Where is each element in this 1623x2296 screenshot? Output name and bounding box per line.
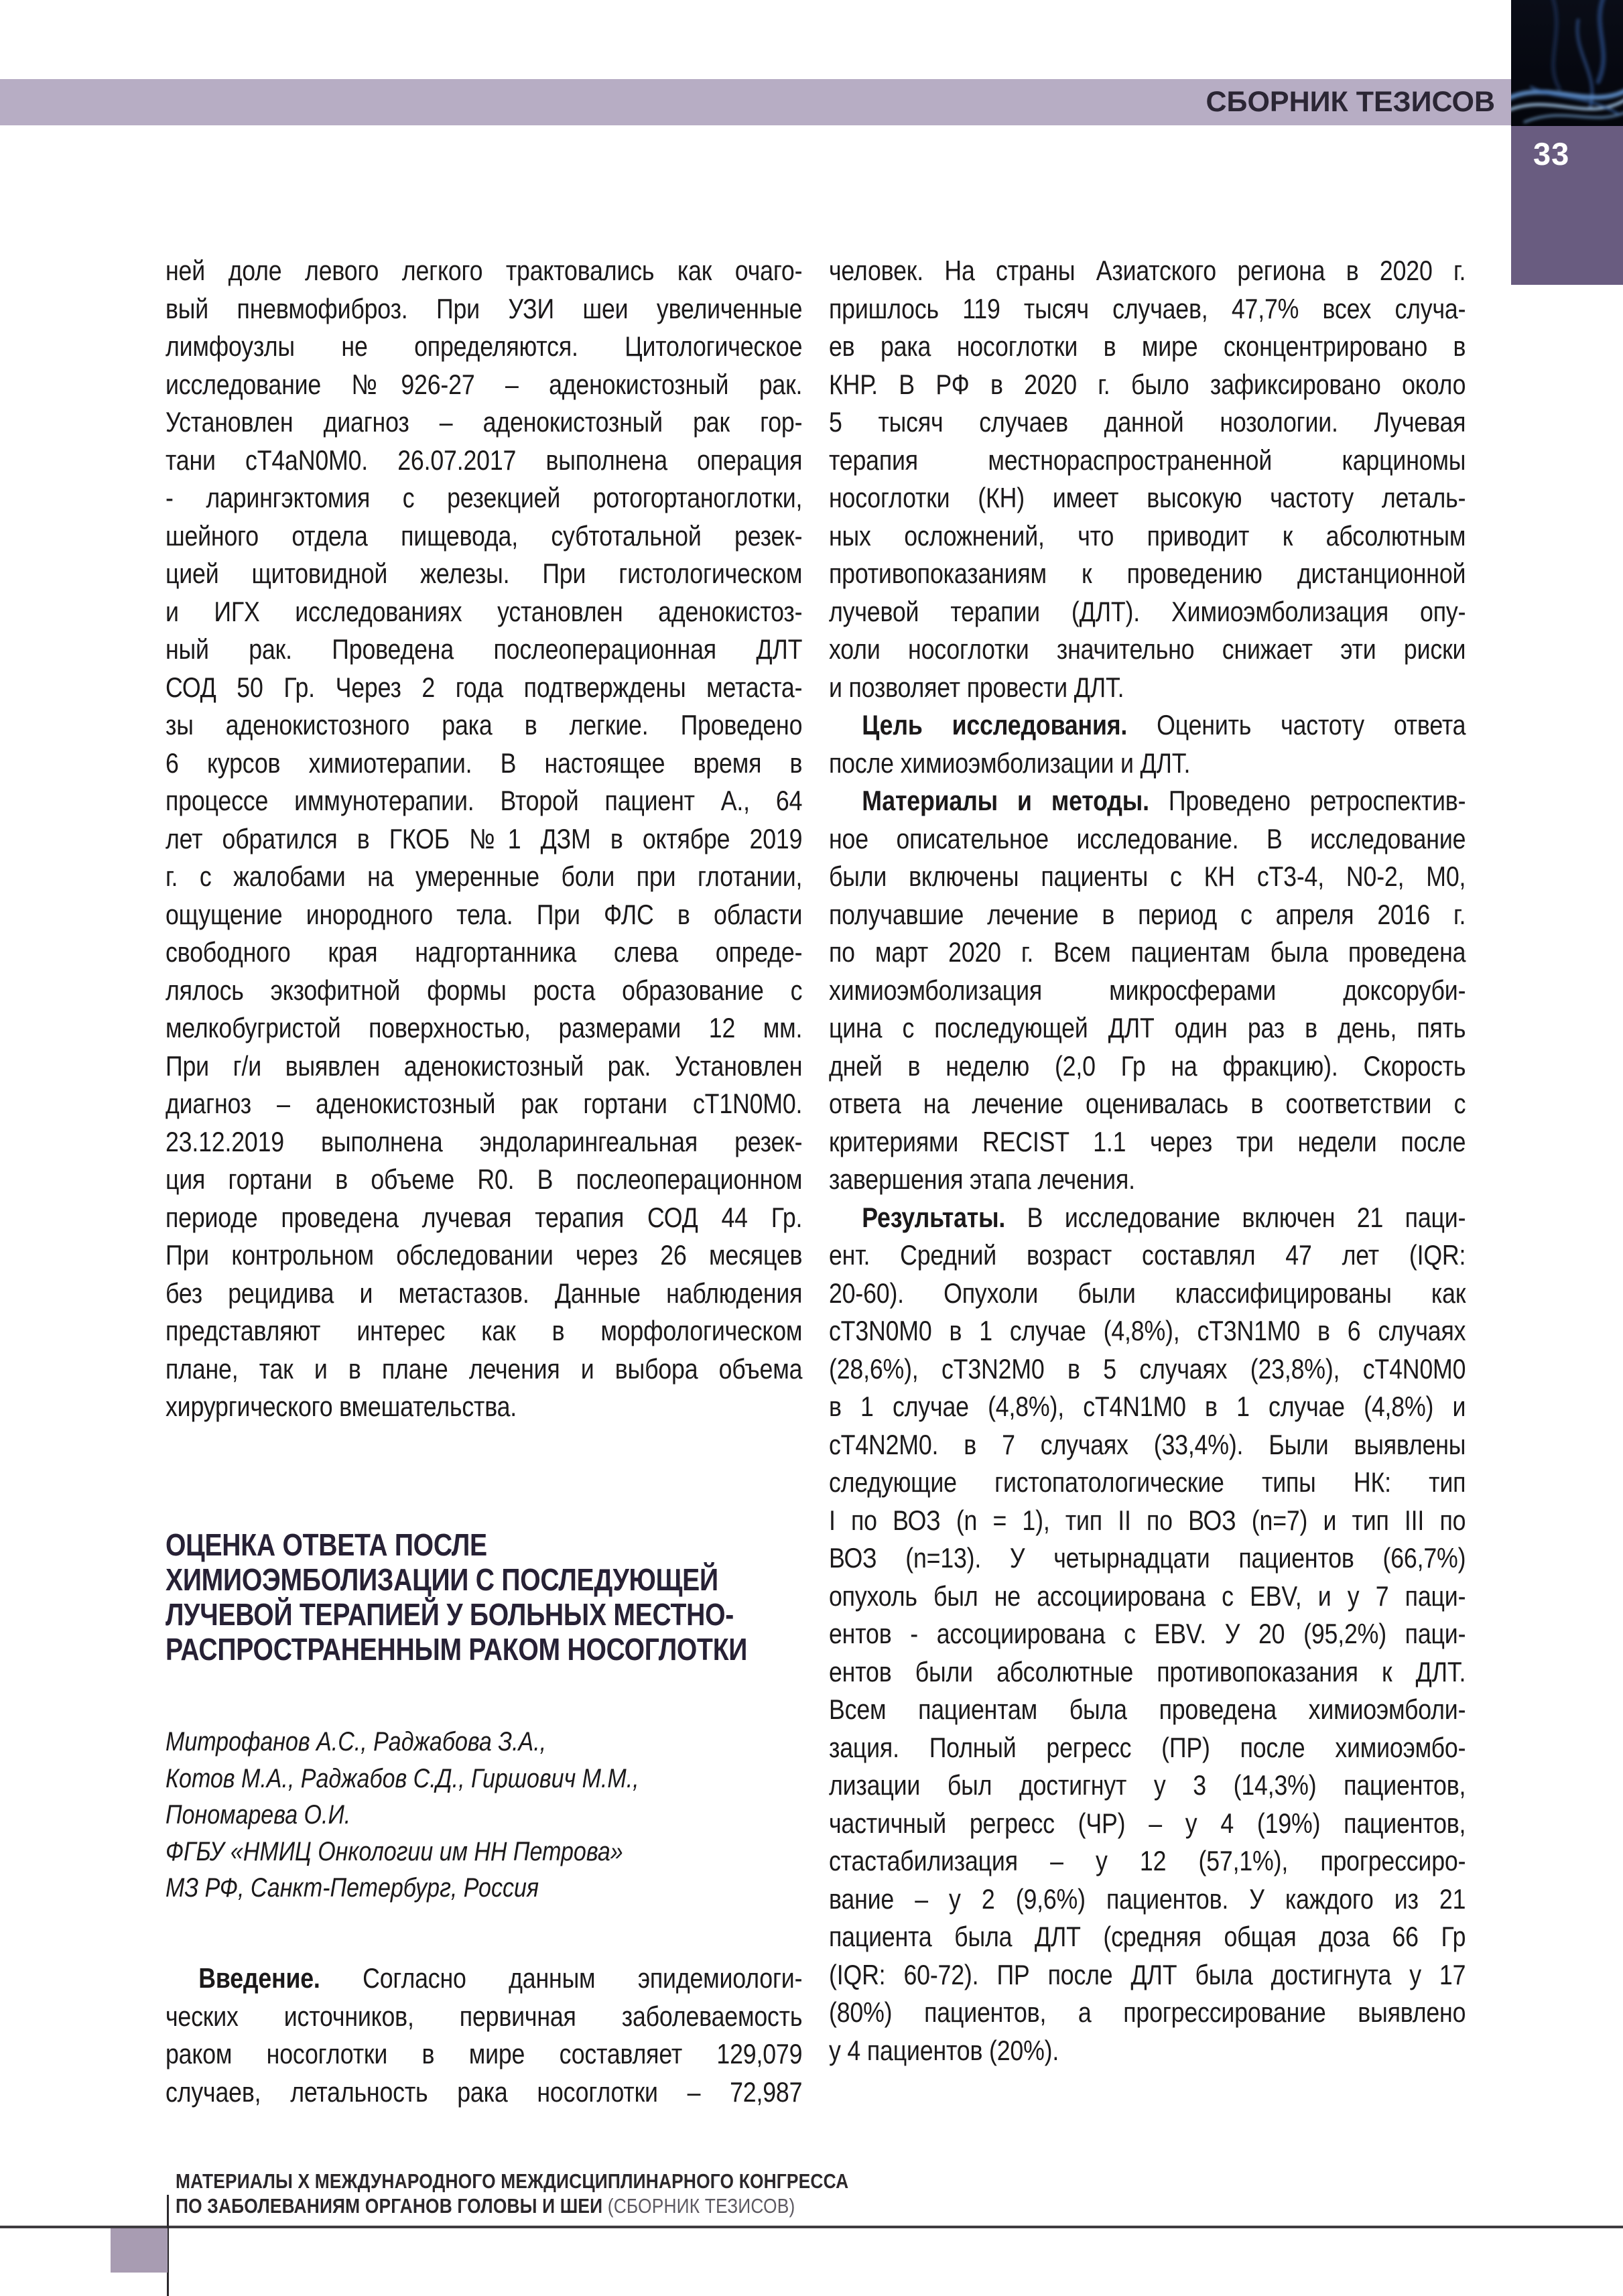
text-line: вый пневмофиброз. При УЗИ шеи увеличенные — [166, 292, 803, 324]
footer-line-1: МАТЕРИАЛЫ X МЕЖДУНАРОДНОГО МЕЖДИСЦИПЛИНАРНОГО КОНГРЕССА — [176, 2169, 849, 2193]
text-line: Всем пациентам была проведена химиоэмболи- — [829, 1694, 1466, 1725]
text-line: завершения этапа лечения. — [829, 1163, 1135, 1195]
text-line: стастабилизация – у 12 (57,1%), прогрессиро- — [829, 1845, 1466, 1876]
text-line: и ИГХ исследованиях установлен аденокистоз- — [166, 595, 803, 627]
text-line: г. с жалобами на умеренные боли при глотании, — [166, 860, 803, 892]
text-line: лет обратился в ГКОБ №1 ДЗМ в октябре 2019 — [166, 822, 803, 854]
text-line: в 1 случае (4,8%), cT4N1M0 в 1 случае (4,8%) и — [829, 1391, 1466, 1422]
text-line: исследование №926-27 – аденокистозный рак. — [166, 368, 803, 400]
text-line: ВОЗ (n=13). У четырнадцати пациентов (66,7%) — [829, 1542, 1466, 1574]
text-line: тани cT4aN0M0. 26.07.2017 выполнена операция — [166, 444, 803, 476]
text-line: получавшие лечение в период с апреля 2016 г. — [829, 898, 1466, 930]
text-line: без рецидива и метастазов. Данные наблюдения — [166, 1277, 803, 1309]
text-line: процессе иммунотерапии. Второй пациент А., 64 — [166, 785, 803, 816]
text-line: При г/и выявлен аденокистозный рак. Установлен — [166, 1049, 803, 1082]
text-line: лизации был достигнут у 3 (14,3%) пациентов, — [829, 1769, 1466, 1801]
header-bar — [0, 79, 1511, 125]
text-line: ответа на лечение оценивалась в соответствии с — [829, 1088, 1466, 1119]
text-line: шейного отдела пищевода, субтотальной резек- — [166, 519, 803, 552]
abstract-authors — [166, 1724, 802, 1907]
smoke-art — [1511, 0, 1623, 126]
text-line: противопоказаниям к проведению дистанционной — [829, 558, 1466, 589]
text-line: цина с последующей ДЛТ один раз в день, пять — [829, 1012, 1466, 1043]
footer-horizontal-rule — [0, 2226, 1623, 2228]
text-line: ческих источников, первичная заболеваемость — [166, 2000, 803, 2032]
text-line: представляют интерес как в морфологическом — [166, 1315, 803, 1346]
text-line: критериями RECIST 1.1 через три недели после — [829, 1125, 1466, 1157]
text-line: ентов были абсолютные противопоказания к ДЛТ. — [829, 1655, 1466, 1687]
text-line: диагноз – аденокистозный рак гортани cT1N0M0. — [166, 1088, 803, 1119]
text-line: ное описательное исследование. В исследование — [829, 822, 1466, 854]
text-line: человек. На страны Азиатского региона в 2020 г. — [829, 255, 1466, 286]
text-line: Установлен диагноз – аденокистозный рак гор- — [166, 406, 803, 438]
text-line: (80%) пациентов, а прогрессирование выявлено — [829, 1996, 1466, 2028]
text-line: дней в неделю (2,0 Гр на фракцию). Скорость — [829, 1049, 1466, 1082]
footer-corner-square — [111, 2228, 168, 2273]
text-line: (28,6%), cT3N2M0 в 5 случаях (23,8%), cT4N0M0 — [829, 1352, 1466, 1385]
text-line: случаев, летальность рака носоглотки – 72,987 — [166, 2076, 803, 2108]
author-line: Котов М.А., Раджабов С.Д., Гиршович М.М., — [166, 1763, 639, 1793]
text-line: носоглотки (КН) имеет высокую частоту леталь- — [829, 482, 1466, 513]
text-line: следующие гистопатологические типы НК: тип — [829, 1466, 1466, 1498]
text-line: 5 тысяч случаев данной нозологии. Лучевая — [829, 406, 1466, 438]
text-line: зы аденокистозного рака в легкие. Проведено — [166, 709, 803, 741]
text-line: лучевой терапии (ДЛТ). Химиоэмболизация опу- — [829, 595, 1466, 627]
introduction-paragraph — [166, 1960, 802, 2111]
text-line: ентов - ассоциирована с EBV. У 20 (95,2%) паци- — [829, 1618, 1466, 1649]
text-line: у 4 пациентов (20%). — [829, 2034, 1059, 2066]
text-line: зация. Полный регресс (ПР) после химиоэмбо- — [829, 1731, 1466, 1763]
text-line: 20-60). Опухоли были классифицированы как — [829, 1277, 1466, 1309]
text-line: терапия местнораспространенной карциномы — [829, 444, 1466, 476]
text-line: 6 курсов химиотерапии. В настоящее время в — [166, 747, 803, 779]
text-line: СОД 50 Гр. Через 2 года подтверждены метаста- — [166, 671, 803, 703]
text-line: лялось экзофитной формы роста образование с — [166, 974, 803, 1006]
text-line: - ларингэктомия с резекцией ротогортаноглотки, — [166, 482, 803, 513]
text-line: Цель исследования. Оценить частоту ответа — [862, 709, 1466, 741]
abstract-title-line: ОЦЕНКА ОТВЕТА ПОСЛЕ — [166, 1527, 487, 1562]
abstract-title — [166, 1527, 802, 1667]
text-line: ощущение инородного тела. При ФЛС в области — [166, 898, 803, 930]
text-line: cT4N2M0. в 7 случаях (33,4%). Были выявлены — [829, 1428, 1466, 1460]
text-line: лимфоузлы не определяются. Цитологическое — [166, 330, 803, 362]
text-line: были включены пациенты с КН cT3-4, N0-2, M0, — [829, 860, 1466, 892]
text-line: cT3N0M0 в 1 случае (4,8%), cT3N1M0 в 6 случаях — [829, 1315, 1466, 1346]
page-number: 33 — [1533, 136, 1570, 172]
author-line: МЗ РФ, Санкт-Петербург, Россия — [166, 1873, 539, 1903]
right-column-text — [829, 252, 1466, 2069]
text-line: холи носоглотки значительно снижает эти риски — [829, 633, 1466, 665]
text-line: ный рак. Проведена послеоперационная ДЛТ — [166, 633, 803, 665]
footer-line-2: ПО ЗАБОЛЕВАНИЯМ ОРГАНОВ ГОЛОВЫ И ШЕИ (СБОРНИК ТЕЗИСОВ) — [176, 2194, 795, 2218]
abstract-title-line: ЛУЧЕВОЙ ТЕРАПИЕЙ У БОЛЬНЫХ МЕСТНО- — [166, 1597, 734, 1632]
text-line: периоде проведена лучевая терапия СОД 44 Гр. — [166, 1201, 803, 1233]
text-line: пришлось 119 тысяч случаев, 47,7% всех случа- — [829, 292, 1466, 324]
text-line: по март 2020 г. Всем пациентам была проведена — [829, 936, 1466, 968]
text-line: частичный регресс (ЧР) – у 4 (19%) пациентов, — [829, 1807, 1466, 1839]
text-line: плане, так и в плане лечения и выбора объема — [166, 1352, 803, 1385]
abstract-title-line: ХИМИОЭМБОЛИЗАЦИИ С ПОСЛЕДУЮЩЕЙ — [166, 1562, 718, 1597]
author-line: Пономарева О.И. — [166, 1800, 351, 1830]
text-line: ев рака носоглотки в мире сконцентрировано в — [829, 330, 1466, 362]
text-line: I по ВОЗ (n = 1), тип II по ВОЗ (n=7) и тип III по — [829, 1504, 1466, 1536]
author-line: Митрофанов А.С., Раджабова З.А., — [166, 1727, 547, 1757]
abstract-title-line: РАСПРОСТРАНЕННЫМ РАКОМ НОСОГЛОТКИ — [166, 1632, 748, 1667]
text-line: Результаты. В исследование включен 21 паци- — [862, 1201, 1466, 1233]
text-line: Материалы и методы. Проведено ретроспектив- — [862, 785, 1466, 816]
text-line: свободного края надгортанника слева опреде- — [166, 936, 803, 968]
text-line: вание – у 2 (9,6%) пациентов. У каждого из 21 — [829, 1883, 1466, 1915]
author-line: ФГБУ «НМИЦ Онкологии им НН Петрова» — [166, 1836, 623, 1866]
text-line: и позволяет провести ДЛТ. — [829, 671, 1124, 703]
text-line: ных осложнений, что приводит к абсолютным — [829, 519, 1466, 552]
footer-line-2-note: (СБОРНИК ТЕЗИСОВ) — [607, 2194, 795, 2218]
text-line: химиоэмболизация микросферами доксоруби- — [829, 974, 1466, 1006]
text-line: после химиоэмболизации и ДЛТ. — [829, 747, 1191, 779]
text-line: (IQR: 60-72). ПР после ДЛТ была достигнута у 17 — [829, 1958, 1466, 1990]
text-line: мелкобугристой поверхностью, размерами 12 мм. — [166, 1012, 803, 1043]
smoke-photo — [1511, 0, 1623, 126]
text-line: КНР. В РФ в 2020 г. было зафиксировано около — [829, 368, 1466, 400]
text-line: При контрольном обследовании через 26 месяцев — [166, 1239, 803, 1271]
text-line: ция гортани в объеме R0. В послеоперационном — [166, 1163, 803, 1195]
text-line: ней доле левого легкого трактовались как очаго- — [166, 255, 803, 286]
text-line: опухоль был не ассоциирована с EBV, и у 7 паци- — [829, 1580, 1466, 1612]
text-line: ент. Средний возраст составлял 47 лет (IQR: — [829, 1239, 1466, 1271]
text-line: 23.12.2019 выполнена эндоларингеальная резек- — [166, 1125, 803, 1157]
left-column-case-text — [166, 252, 802, 1426]
text-line: пациента была ДЛТ (средняя общая доза 66 Гр — [829, 1921, 1466, 1952]
page-number-box — [1511, 126, 1623, 285]
text-line: хирургического вмешательства. — [166, 1391, 517, 1422]
text-line: Введение. Согласно данным эпидемиологи- — [198, 1962, 803, 1994]
header-title: СБОРНИК ТЕЗИСОВ — [1206, 86, 1495, 118]
text-line: раком носоглотки в мире составляет 129,079 — [166, 2038, 803, 2069]
text-line: цией щитовидной железы. При гистологическом — [166, 558, 803, 589]
footer — [176, 2169, 1030, 2218]
